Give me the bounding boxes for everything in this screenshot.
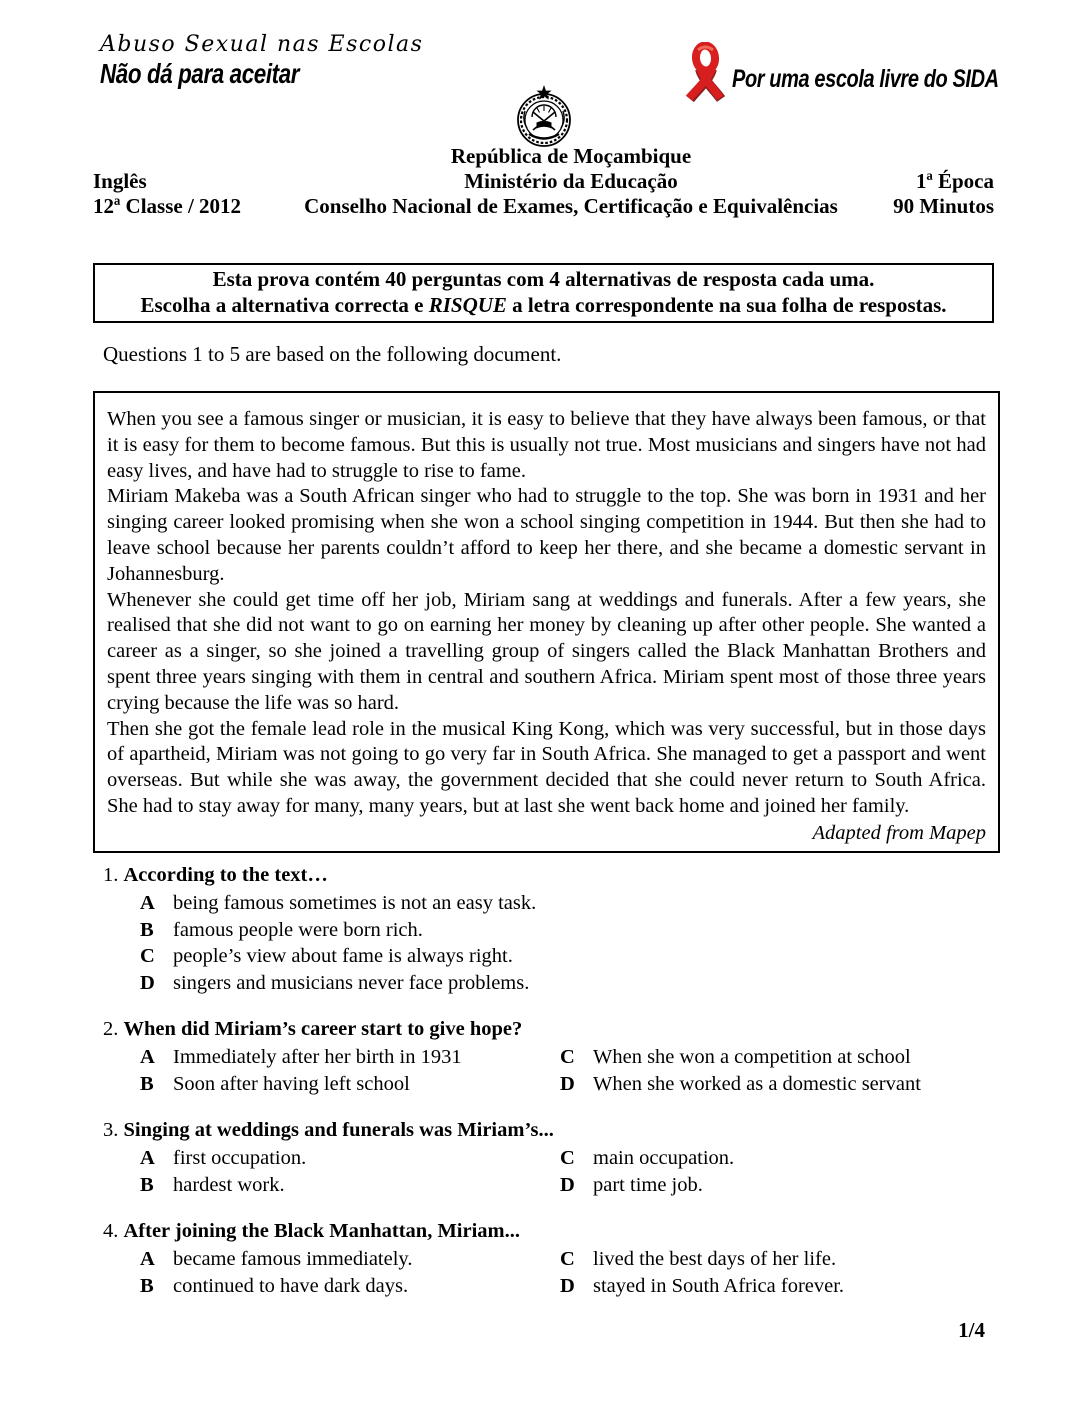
- instruction-line-1: Esta prova contém 40 perguntas com 4 alternativas de resposta cada uma.: [212, 267, 875, 291]
- option-d: D stayed in South Africa forever.: [560, 1274, 845, 1297]
- question-number: 1.: [103, 864, 119, 886]
- option-a: A first occupation.: [140, 1147, 307, 1169]
- option-c: C people’s view about fame is always right.: [140, 945, 513, 967]
- question-prompt: Singing at weddings and funerals was Miriam’s...: [123, 1119, 554, 1141]
- option-row: [140, 1044, 1000, 1071]
- question-prompt: When did Miriam’s career start to give hope?: [123, 1018, 523, 1040]
- page-number: 1/4: [958, 1318, 985, 1342]
- option-c: C lived the best days of her life.: [560, 1248, 837, 1270]
- question-3: [93, 1118, 1000, 1198]
- instruction-line-2: Escolha a alternativa correcta e RISQUE a letra correspondente na sua folha de respostas.: [140, 293, 947, 317]
- option-b: B hardest work.: [140, 1173, 285, 1196]
- option-a: A being famous sometimes is not an easy task.: [140, 892, 537, 914]
- question-prompt: According to the text…: [123, 864, 328, 886]
- campaign-slogan-bold: Não dá para aceitar: [100, 58, 300, 89]
- campaign-slogan-script: Abuso Sexual nas Escolas: [100, 32, 424, 57]
- header-subject: Inglês: [93, 169, 147, 193]
- mozambique-emblem-icon: [512, 84, 576, 153]
- header-duration: 90 Minutos: [893, 194, 994, 218]
- question-number: 4.: [103, 1220, 119, 1242]
- header-epoch: 1ª Época: [915, 169, 994, 193]
- option-row: [140, 1071, 1000, 1098]
- option-row: [140, 943, 1000, 970]
- instruction-box: [93, 263, 994, 323]
- option-row: [140, 1273, 1000, 1300]
- option-a: A Immediately after her birth in 1931: [140, 1046, 462, 1068]
- section-intro: Questions 1 to 5 are based on the following document.: [103, 342, 562, 366]
- aids-ribbon-icon: [676, 42, 738, 111]
- question-number: 2.: [103, 1018, 119, 1040]
- header-ministry: Ministério da Educação: [464, 169, 678, 193]
- header-council: Conselho Nacional de Exames, Certificação e Equivalências: [304, 194, 838, 218]
- option-row: [140, 1246, 1000, 1273]
- passage-paragraph: Whenever she could get time off her job, Miriam sang at weddings and funerals. After a few years, she realised that she did not want to go on earning her money by cleaning up after other people. She wanted a career as a singer, so she joined a travelling group of singers called the Black Manhattan Brothers and spent three years singing with them in central and southern Africa. Miriam spent most of those three years crying because the life was so hard.: [107, 588, 986, 714]
- aids-campaign: [676, 42, 1065, 111]
- question-4: [93, 1219, 1000, 1299]
- passage-paragraph: Miriam Makeba was a South African singer who had to struggle to the top. She was born in 1931 and her singing career looked promising when she won a school singing competition in 1944. But then she had to leave school because her parents couldn’t afford to keep her there, and she became a domestic servant in Johannesburg.: [107, 485, 986, 585]
- option-row: [140, 917, 1000, 944]
- option-row: [140, 890, 1000, 917]
- option-row: [140, 1172, 1000, 1199]
- option-c: C main occupation.: [560, 1147, 735, 1169]
- option-c: C When she won a competition at school: [560, 1046, 911, 1068]
- option-b: B famous people were born rich.: [140, 918, 423, 941]
- header-class-year: 12ª Classe / 2012: [93, 194, 242, 218]
- option-d: D When she worked as a domestic servant: [560, 1072, 921, 1095]
- option-row: [140, 1145, 1000, 1172]
- question-2: [93, 1017, 1000, 1097]
- header-country: República de Moçambique: [450, 144, 692, 168]
- question-1: [93, 863, 1000, 996]
- option-d: D part time job.: [560, 1173, 703, 1196]
- option-a: A became famous immediately.: [140, 1248, 413, 1270]
- option-b: B continued to have dark days.: [140, 1274, 409, 1297]
- campaign-slogans: [100, 32, 423, 90]
- question-number: 3.: [103, 1119, 119, 1141]
- option-d: D singers and musicians never face problems.: [140, 971, 530, 994]
- ribbon-label: Por uma escola livre do SIDA: [732, 65, 999, 93]
- exam-header: [93, 144, 994, 219]
- option-b: B Soon after having left school: [140, 1072, 410, 1095]
- question-prompt: After joining the Black Manhattan, Miriam...: [123, 1220, 520, 1242]
- passage-attribution: Adapted from Mapep: [812, 821, 986, 844]
- option-row: [140, 970, 1000, 997]
- passage-paragraph: Then she got the female lead role in the musical King Kong, which was very successful, but in those days of apartheid, Miriam was not going to go very far in South Africa. She managed to get a passport and went overseas. But while she was away, the government decided that she could never return to South Africa. She had to stay away for many, many years, but at last she went back home and joined her family.: [107, 717, 986, 817]
- questions-section: [93, 863, 1000, 1320]
- passage-paragraph: When you see a famous singer or musician, it is easy to believe that they have always been famous, or that it is easy for them to become famous. But this is usually not true. Most musicians and singers have not had easy lives, and have had to struggle to rise to fame.: [107, 408, 986, 482]
- instruction-emphasis: RISQUE: [428, 293, 507, 317]
- reading-passage: [93, 391, 1000, 853]
